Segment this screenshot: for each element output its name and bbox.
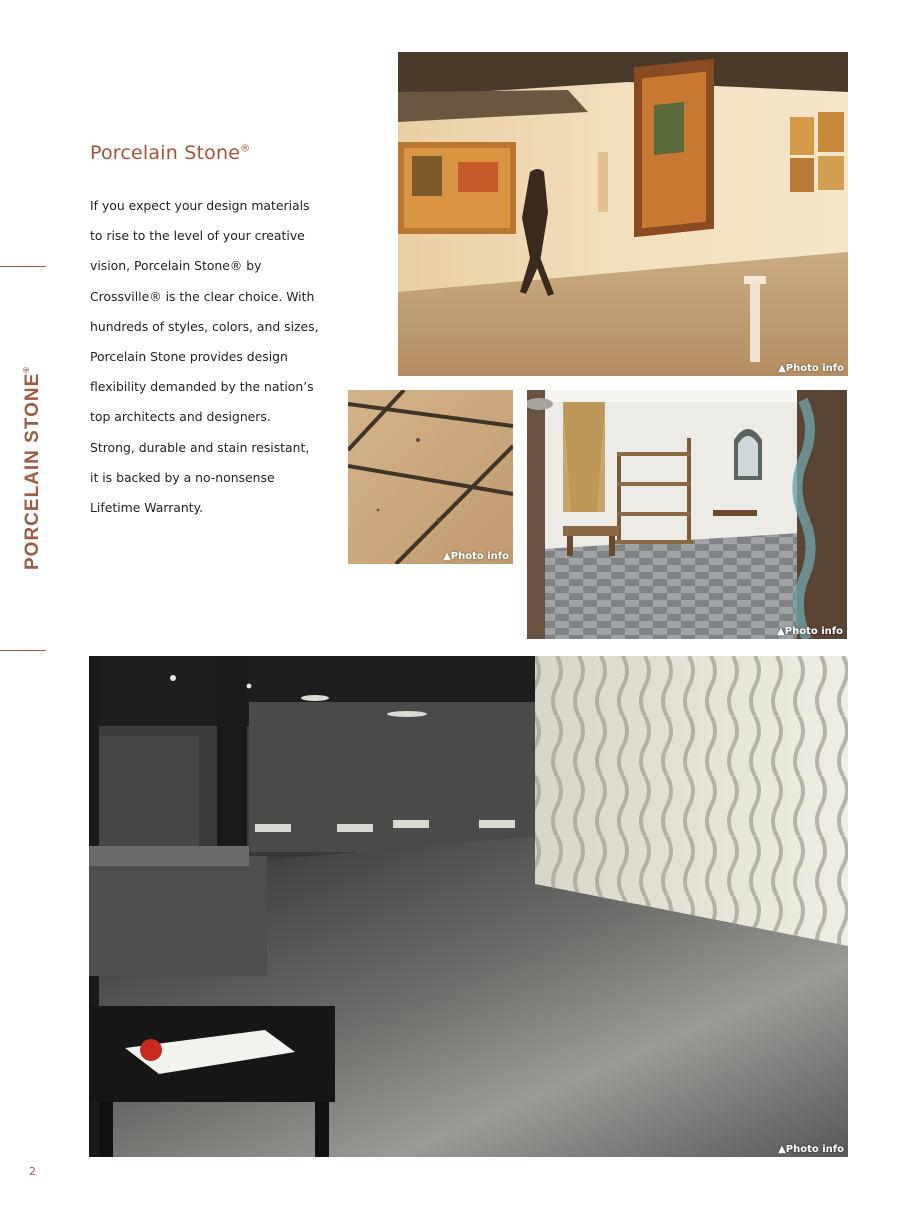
intro-line: Crossville® is the clear choice. With [90, 288, 315, 304]
interior-room-image [527, 390, 847, 639]
intro-line: Strong, durable and stain resistant, [90, 439, 310, 455]
gallery-photo [398, 52, 848, 376]
photo-info-link[interactable]: ▲Photo info [778, 1144, 844, 1155]
section-title-mark: ® [22, 365, 31, 373]
side-rule-bottom [0, 650, 46, 651]
intro-line: top architects and designers. [90, 409, 271, 425]
page-heading-mark: ® [240, 143, 251, 155]
intro-line: hundreds of styles, colors, and sizes, [90, 318, 319, 334]
tile-closeup-image [348, 390, 513, 564]
interior-room-photo [527, 390, 847, 639]
lobby-image [89, 656, 848, 1157]
tile-closeup-photo [348, 390, 513, 564]
lobby-photo [89, 656, 848, 1157]
section-title-text: PORCELAIN STONE [22, 372, 43, 570]
page-heading-text: Porcelain Stone [90, 142, 241, 164]
photo-info-link[interactable]: ▲Photo info [777, 626, 843, 637]
intro-line: Lifetime Warranty. [90, 500, 204, 516]
intro-paragraph [90, 191, 322, 523]
page-heading [90, 142, 250, 164]
intro-line: If you expect your design materials [90, 198, 310, 213]
photo-info-link[interactable]: ▲Photo info [443, 551, 509, 562]
side-rule-top [0, 266, 46, 267]
gallery-photo-image [398, 52, 848, 376]
intro-line: to rise to the level of your creative [90, 228, 305, 244]
intro-line: flexibility demanded by the nation’s [90, 379, 314, 395]
page-number: 2 [29, 1165, 36, 1178]
intro-line: it is backed by a no-nonsense [90, 469, 275, 485]
intro-line: Porcelain Stone provides design [90, 349, 288, 365]
section-title-vertical [22, 366, 44, 570]
photo-info-link[interactable]: ▲Photo info [778, 363, 844, 374]
intro-line: vision, Porcelain Stone® by [90, 258, 262, 274]
